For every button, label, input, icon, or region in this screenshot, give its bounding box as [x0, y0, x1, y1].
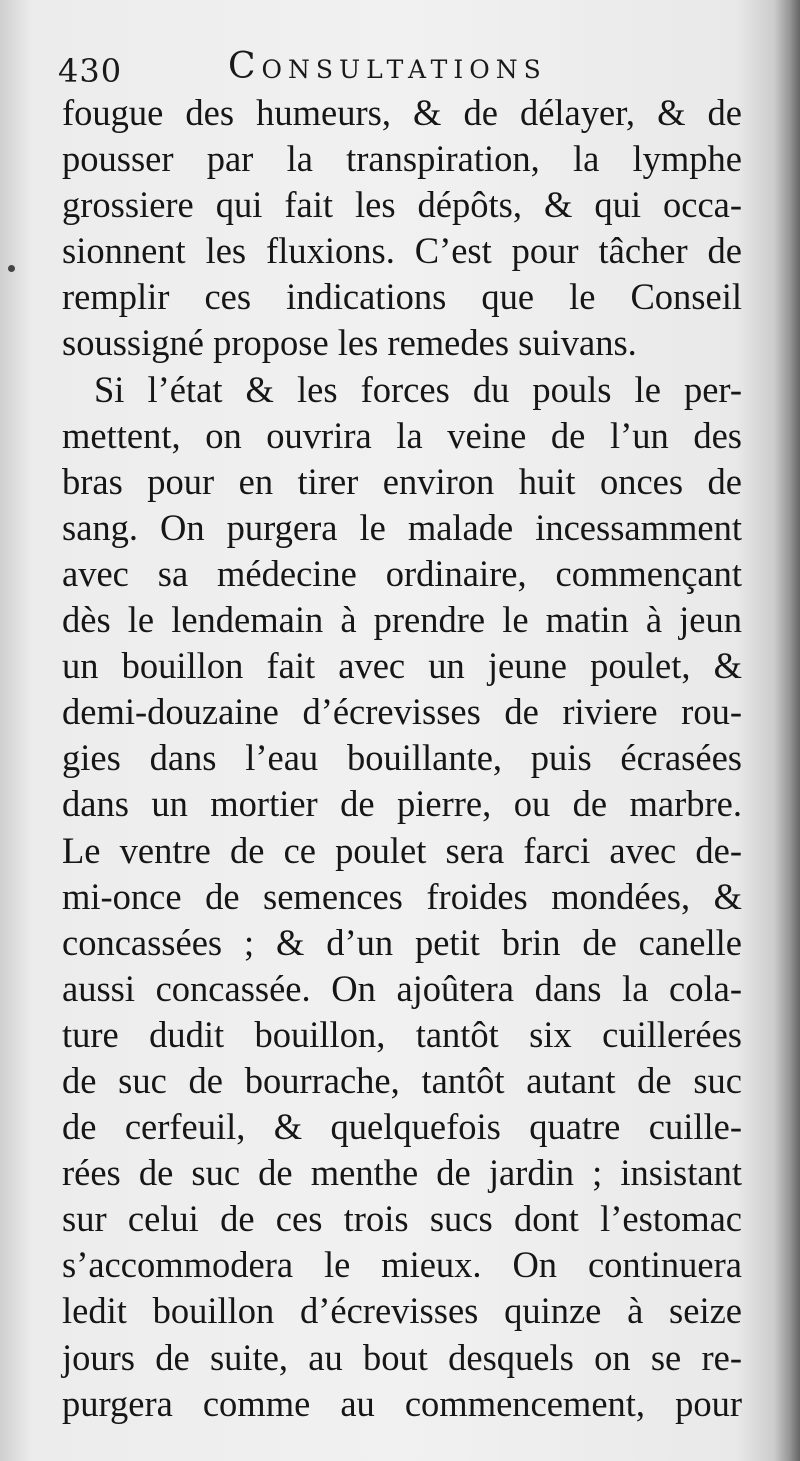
text-line: rées de suc de menthe de jardin ; insistant [62, 1152, 742, 1194]
text-line: jours de suite, au bout desquels on se re- [62, 1336, 742, 1378]
text-line: soussigné propose les remedes suivans. [62, 322, 637, 364]
binding-shadow [774, 0, 800, 1461]
text-line: purgera comme au commencement, pour [62, 1382, 742, 1424]
page-number: 430 [58, 52, 123, 90]
text-line: sionnent les fluxions. C’est pour tâcher de [62, 230, 742, 272]
text-line: fougue des humeurs, & de délayer, & de [62, 92, 742, 133]
running-title: Consultations [228, 46, 547, 87]
text-line: grossiere qui fait les dépôts, & qui occa- [62, 184, 742, 226]
text-line: concassées ; & d’un petit brin de canelle [62, 921, 742, 963]
text-line: ledit bouillon d’écrevisses quinze à seize [62, 1290, 742, 1332]
text-line: dès le lendemain à prendre le matin à jeun [62, 599, 742, 641]
text-line: aussi concassée. On ajoûtera dans la cola- [62, 967, 742, 1009]
text-line: de suc de bourrache, tantôt autant de suc [62, 1059, 742, 1101]
text-line: demi-douzaine d’écrevisses de riviere rou- [62, 691, 742, 733]
running-head [58, 40, 758, 90]
text-line: gies dans l’eau bouillante, puis écrasées [62, 737, 742, 779]
text-line: ture dudit bouillon, tantôt six cuillerées [62, 1013, 742, 1055]
text-line: bras pour en tirer environ huit onces de [62, 460, 742, 502]
text-line: Le ventre de ce poulet sera farci avec de- [62, 829, 742, 871]
ink-spot [8, 265, 15, 272]
text-line: remplir ces indications que le Conseil [62, 276, 742, 318]
text-line: s’accommodera le mieux. On continuera [62, 1244, 742, 1286]
text-line: mi-once de semences froides mondées, & [62, 875, 742, 917]
text-line: dans un mortier de pierre, ou de marbre. [62, 783, 742, 825]
text-line: pousser par la transpiration, la lymphe [62, 138, 742, 180]
text-line: Si l’état & les forces du pouls le per- [94, 368, 742, 410]
text-line: sur celui de ces trois sucs dont l’estomac [62, 1198, 742, 1240]
text-line: avec sa médecine ordinaire, commençant [62, 552, 742, 594]
body-text [62, 90, 742, 1427]
text-line: un bouillon fait avec un jeune poulet, & [62, 645, 742, 687]
text-line: de cerfeuil, & quelquefois quatre cuille- [62, 1106, 742, 1148]
text-line: mettent, on ouvrira la veine de l’un des [62, 414, 742, 456]
text-line: sang. On purgera le malade incessamment [62, 506, 742, 548]
